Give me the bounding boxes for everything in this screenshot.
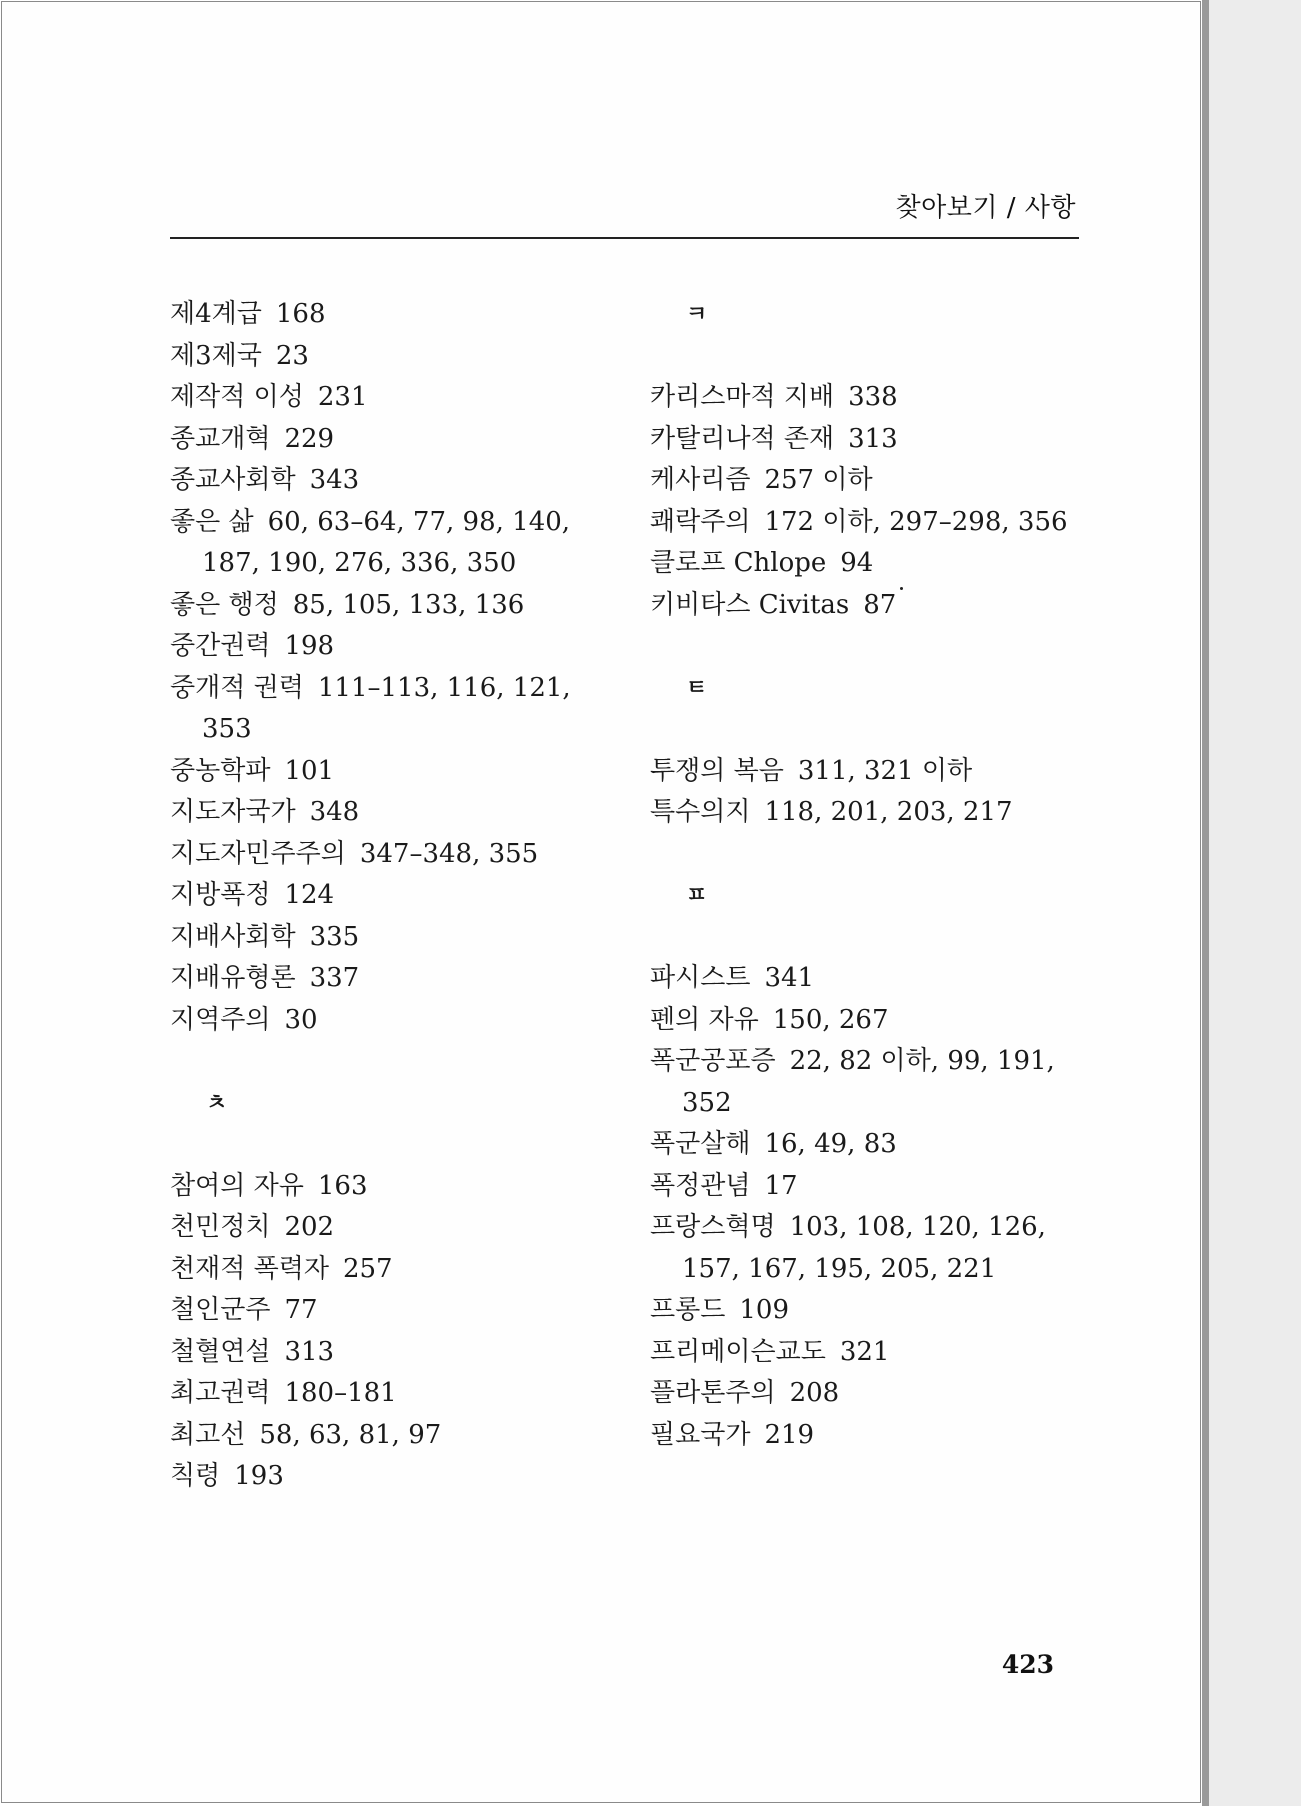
index-term: 지역주의: [170, 1004, 271, 1035]
index-entry: [650, 1124, 1090, 1166]
page-references: 77: [284, 1295, 318, 1325]
page-references: 60, 63–64, 77, 98, 140, 187, 190, 276, 336, 350: [202, 506, 571, 578]
index-term: 프롱드: [650, 1295, 726, 1325]
index-term: 천재적 폭력자: [170, 1253, 329, 1284]
page-references: 111–113, 116, 121, 353: [202, 672, 571, 744]
index-term: 철인군주: [170, 1295, 271, 1325]
index-entry: [650, 377, 1090, 419]
index-entry: [170, 460, 620, 502]
page-references: 321: [839, 1336, 890, 1367]
page-references: 180–181: [284, 1378, 397, 1408]
index-term: 투쟁의 복음: [650, 755, 784, 786]
entry-group: [650, 751, 1090, 834]
index-entry: [650, 543, 1090, 585]
page-references: 229: [284, 423, 335, 454]
index-entry: [650, 1000, 1090, 1042]
page-references: 313: [284, 1336, 335, 1367]
index-entry: [650, 792, 1090, 834]
index-entry: [170, 1415, 620, 1457]
index-entry: [170, 751, 620, 793]
index-term: 지도자민주주의: [170, 838, 346, 869]
page-references: 30: [284, 1004, 318, 1035]
group-spacer: [170, 1124, 620, 1166]
index-term: 폭군살해: [650, 1129, 751, 1159]
group-spacer: [650, 709, 1090, 751]
index-term: 플라톤주의: [650, 1378, 776, 1408]
index-term: 폭군공포증: [650, 1046, 776, 1076]
index-term: 프랑스혁명: [650, 1212, 776, 1242]
index-entry: [170, 1166, 620, 1208]
index-entry: [170, 1456, 620, 1498]
entry-group: [650, 377, 1090, 626]
index-entry: [170, 419, 620, 461]
page-references: 172 이하, 297–298, 356: [764, 506, 1068, 537]
index-entry: [650, 751, 1090, 793]
page-references: 257: [342, 1253, 393, 1284]
page-references: 168: [275, 299, 326, 329]
entry-group: [650, 958, 1090, 1456]
index-term: 좋은 삶: [170, 506, 254, 537]
page-references: 311, 321 이하: [797, 755, 973, 786]
page-references: 335: [309, 921, 360, 952]
stray-mark: [900, 587, 903, 590]
index-entry: [650, 1290, 1090, 1332]
page-references: 58, 63, 81, 97: [259, 1419, 442, 1450]
index-term: 종교개혁: [170, 423, 271, 454]
group-spacer: [650, 336, 1090, 378]
page-references: 85, 105, 133, 136: [292, 589, 525, 620]
index-entry: [170, 585, 620, 627]
index-column-right: [650, 294, 1090, 1456]
index-term: 중농학파: [170, 755, 271, 786]
page-references: 101: [284, 755, 335, 786]
group-spacer: [650, 834, 1090, 876]
index-entry: [650, 585, 1090, 627]
index-entry: [170, 875, 620, 917]
page-references: 193: [234, 1461, 284, 1491]
index-entry: [650, 1332, 1090, 1374]
index-term: 폭정관념: [650, 1170, 751, 1201]
index-entry: [650, 1166, 1090, 1208]
index-entry: [650, 419, 1090, 461]
index-term: 중개적 권력: [170, 672, 304, 703]
index-term: 좋은 행정: [170, 589, 279, 620]
index-letter-heading: ㅌ: [686, 675, 708, 701]
index-term: 지방폭정: [170, 880, 271, 910]
index-term: 카탈리나적 존재: [650, 423, 835, 454]
page-references: 109: [739, 1295, 789, 1325]
page-references: 163: [317, 1170, 368, 1201]
page-edge-shadow: [1202, 0, 1209, 1806]
index-letter-heading: ㅋ: [686, 302, 708, 327]
page-references: 313: [848, 423, 898, 454]
running-head: 찾아보기 / 사항: [895, 193, 1076, 223]
index-term: 쾌락주의: [650, 506, 751, 537]
index-term: 제4계급: [170, 299, 262, 329]
group-spacer: [170, 1041, 620, 1083]
viewer-gutter: [1209, 0, 1301, 1806]
index-entry: [170, 668, 620, 751]
page-references: 103, 108, 120, 126, 157, 167, 195, 205, 221: [682, 1212, 1046, 1284]
index-entry: [650, 1041, 1090, 1124]
index-entry: [650, 958, 1090, 1000]
page-references: 231: [317, 382, 368, 412]
index-term: 제작적 이성: [170, 382, 304, 412]
index-entry: [170, 502, 620, 585]
index-entry: [170, 1290, 620, 1332]
index-term: 종교사회학: [170, 465, 296, 495]
index-entry: [170, 336, 620, 378]
page-references: 198: [284, 631, 335, 661]
page-references: 343: [309, 465, 360, 495]
book-page: [1, 1, 1201, 1803]
page-references: 94: [840, 548, 874, 578]
page-references: 337: [309, 963, 360, 993]
index-entry: [170, 1000, 620, 1042]
page-references: 87: [863, 589, 897, 620]
header-rule: [170, 237, 1079, 239]
page-references: 23: [275, 340, 309, 371]
index-term: 최고선: [170, 1419, 246, 1450]
index-entry: [170, 834, 620, 876]
index-entry: [170, 1332, 620, 1374]
group-spacer: [650, 626, 1090, 668]
index-term: 특수의지: [650, 797, 751, 827]
index-term: 필요국가: [650, 1419, 751, 1450]
index-entry: [650, 1415, 1090, 1457]
index-entry: [170, 377, 620, 419]
index-term: 최고권력: [170, 1378, 271, 1408]
index-entry: [650, 460, 1090, 502]
group-spacer: [650, 917, 1090, 959]
index-term: 케사리즘: [650, 465, 751, 495]
index-column-left: [170, 294, 620, 1498]
index-term: 지배유형론: [170, 963, 296, 993]
page-number: 423: [1001, 1650, 1054, 1679]
index-term: 칙령: [170, 1461, 221, 1491]
index-entry: [650, 502, 1090, 544]
index-term: 키비타스 Civitas: [650, 589, 850, 620]
index-term: 프리메이슨교도: [650, 1336, 826, 1367]
index-term: 중간권력: [170, 631, 271, 661]
index-term: 천민정치: [170, 1212, 271, 1242]
page-references: 257 이하: [764, 465, 873, 495]
page-references: 341: [764, 963, 815, 993]
index-entry: [650, 1373, 1090, 1415]
page-references: 22, 82 이하, 99, 191, 352: [682, 1046, 1055, 1118]
page-references: 16, 49, 83: [764, 1129, 897, 1159]
index-term: 참여의 자유: [170, 1170, 304, 1201]
index-term: 펜의 자유: [650, 1004, 759, 1035]
index-term: 지도자국가: [170, 797, 296, 827]
index-entry: [170, 294, 620, 336]
index-letter-heading: ㅊ: [206, 1090, 228, 1116]
page-references: 17: [764, 1170, 798, 1201]
entry-group: [170, 294, 620, 1041]
index-term: 철혈연설: [170, 1336, 271, 1367]
page-references: 348: [309, 797, 360, 827]
index-term: 제3제국: [170, 340, 262, 371]
entry-group: [170, 1166, 620, 1498]
index-letter-heading: ㅍ: [686, 883, 708, 908]
page-references: 150, 267: [772, 1004, 889, 1035]
page-references: 219: [764, 1419, 815, 1450]
index-term: 파시스트: [650, 963, 751, 993]
index-entry: [170, 917, 620, 959]
page-references: 347–348, 355: [359, 838, 539, 869]
index-entry: [170, 792, 620, 834]
index-term: 클로프 Chlope: [650, 548, 827, 578]
page-references: 208: [789, 1378, 840, 1408]
index-entry: [170, 1373, 620, 1415]
index-term: 지배사회학: [170, 921, 296, 952]
index-term: 카리스마적 지배: [650, 382, 835, 412]
index-entry: [650, 1207, 1090, 1290]
index-entry: [170, 626, 620, 668]
page-references: 124: [284, 880, 335, 910]
page-references: 118, 201, 203, 217: [764, 797, 1013, 827]
page-references: 202: [284, 1212, 335, 1242]
index-entry: [170, 1207, 620, 1249]
index-entry: [170, 1249, 620, 1291]
page-references: 338: [848, 382, 898, 412]
index-entry: [170, 958, 620, 1000]
